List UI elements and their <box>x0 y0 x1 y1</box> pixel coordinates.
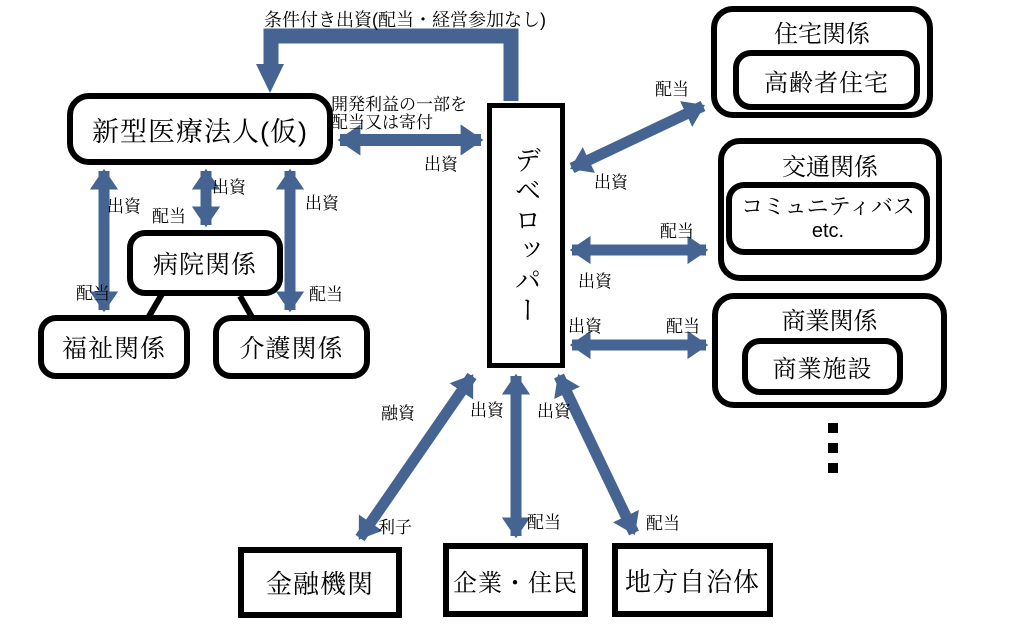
node-local-government-label: 地方自治体 <box>624 566 760 597</box>
node-developer <box>487 103 565 368</box>
group-commerce-title: 商業関係 <box>781 308 878 335</box>
node-companies-residents-label: 企業・住民 <box>453 569 578 597</box>
label-medical-dev-invest: 出資 <box>424 155 458 174</box>
label-dev-government-dividend: 配当 <box>646 514 680 533</box>
group-transport-title: 交通関係 <box>782 154 878 181</box>
node-senior-housing-label: 高齢者住宅 <box>764 69 889 97</box>
node-medical-corp <box>67 93 333 165</box>
label-dev-companies-invest: 出資 <box>470 401 504 420</box>
label-dev-commerce-invest: 出資 <box>568 317 602 336</box>
label-dev-housing-invest: 出資 <box>594 173 628 192</box>
group-housing-title: 住宅関係 <box>774 21 870 48</box>
label-medical-nursing-dividend: 配当 <box>309 285 343 304</box>
label-medical-hospital-dividend: 配当 <box>152 207 186 226</box>
node-welfare-label: 福祉関係 <box>61 335 166 363</box>
label-dev-bank-loan: 融資 <box>381 404 415 423</box>
label-dev-companies-dividend: 配当 <box>527 513 561 532</box>
node-companies-residents <box>443 543 588 617</box>
label-dev-profit-note-line1: 開発利益の一部を <box>331 95 467 114</box>
node-commercial-facility <box>742 338 903 395</box>
node-community-bus-line1: コミュニティバス <box>741 194 915 220</box>
node-bank-label: 金融機関 <box>265 569 374 599</box>
label-dev-profit-note-line2: 配当又は寄付 <box>331 113 433 132</box>
label-medical-welfare-dividend: 配当 <box>76 284 110 303</box>
node-developer-label: デベロッパー <box>510 145 541 326</box>
label-dev-transport-dividend: 配当 <box>660 222 694 241</box>
arrow-developer-bank <box>360 376 472 538</box>
node-nursing <box>213 315 370 379</box>
label-medical-hospital-invest: 出資 <box>212 178 246 197</box>
node-welfare <box>38 315 190 379</box>
node-local-government <box>612 543 773 617</box>
label-dev-commerce-dividend: 配当 <box>666 317 700 336</box>
label-conditional-investment: 条件付き出資(配当・経営参加なし) <box>264 10 546 30</box>
node-commercial-facility-label: 商業施設 <box>772 356 873 383</box>
node-community-bus <box>726 182 930 255</box>
label-dev-bank-interest: 利子 <box>378 518 412 537</box>
node-hospital <box>127 230 283 296</box>
label-dev-government-invest: 出資 <box>537 402 571 421</box>
node-hospital-label: 病院関係 <box>152 251 257 279</box>
node-senior-housing <box>733 50 920 110</box>
node-medical-corp-label: 新型医療法人(仮) <box>92 116 308 147</box>
label-dev-transport-invest: 出資 <box>578 272 612 291</box>
label-medical-nursing-invest: 出資 <box>305 194 339 213</box>
node-bank <box>238 547 402 618</box>
node-nursing-label: 介護関係 <box>239 335 344 363</box>
arrow-developer-housing <box>572 106 703 168</box>
node-community-bus-line2: etc. <box>811 219 845 242</box>
label-medical-welfare-invest: 出資 <box>107 197 141 216</box>
label-dev-housing-dividend: 配当 <box>655 80 689 99</box>
